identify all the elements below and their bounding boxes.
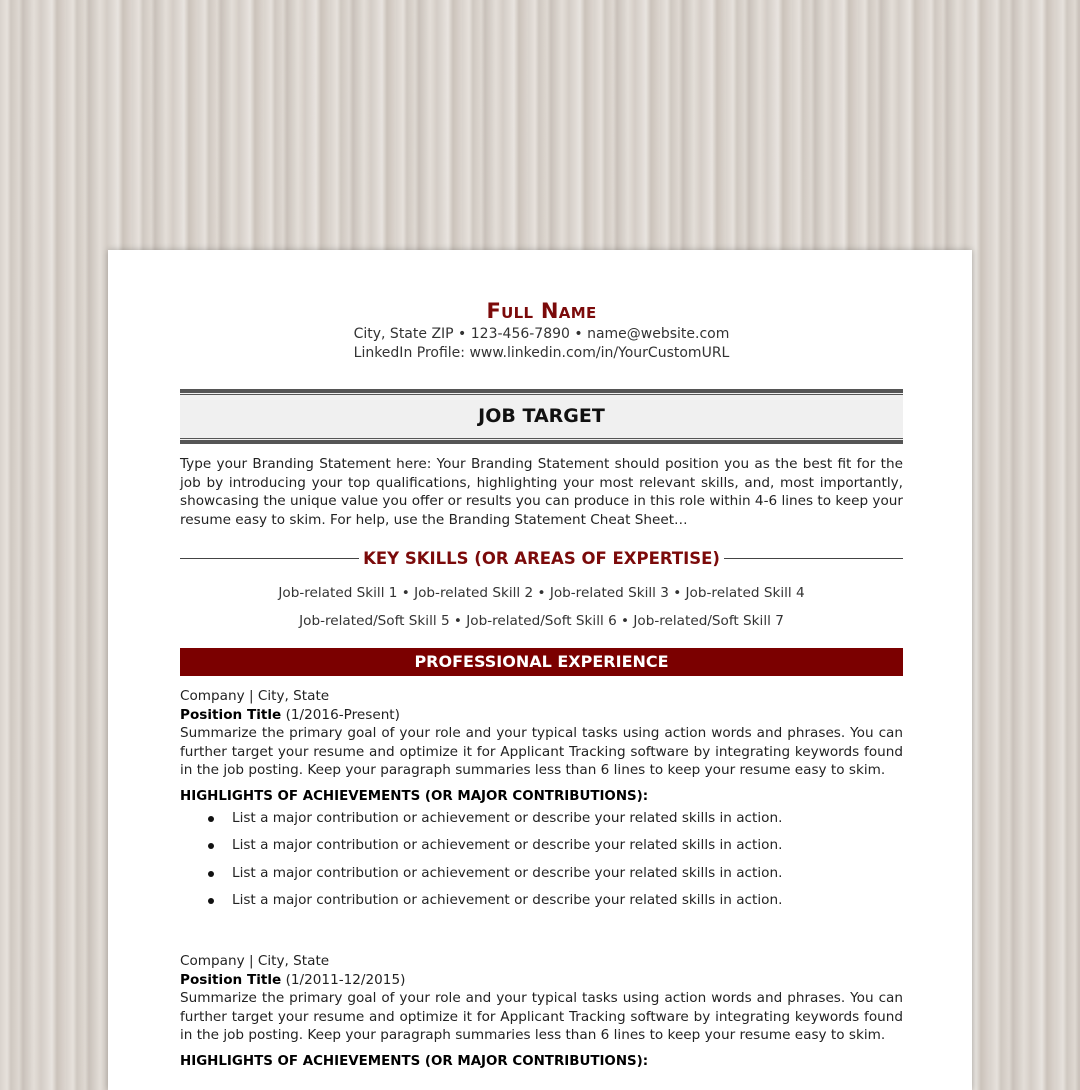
key-skills-title: KEY SKILLS (OR AREAS OF EXPERTISE) (363, 549, 720, 568)
resume-page (108, 250, 972, 1090)
full-name: Full Name (486, 299, 597, 323)
contact-line: City, State ZIP • 123-456-7890 • name@website.com (353, 326, 730, 342)
job-target-title: JOB TARGET (478, 405, 605, 427)
dates: (1/2011-12/2015) (281, 971, 406, 988)
dates: (1/2016-Present) (281, 706, 400, 723)
key-skills-heading (180, 549, 903, 568)
divider (180, 558, 359, 559)
divider (724, 558, 903, 559)
job-target-banner (180, 389, 903, 444)
linkedin-line: LinkedIn Profile: www.linkedin.com/in/YourCustomURL (353, 345, 730, 361)
company: Company | City, State (180, 953, 330, 969)
job-entry (180, 952, 903, 1069)
highlights-heading: HIGHLIGHTS OF ACHIEVEMENTS (OR MAJOR CONTRIBUTIONS): (180, 788, 649, 804)
achievements-list (180, 805, 903, 914)
highlights-heading: HIGHLIGHTS OF ACHIEVEMENTS (OR MAJOR CONTRIBUTIONS): (180, 1053, 649, 1069)
skills-line: Job-related Skill 1 • Job-related Skill 2 • Job-related Skill 3 • Job-related Skill 4 (278, 585, 805, 601)
skills-line: Job-related/Soft Skill 5 • Job-related/Soft Skill 6 • Job-related/Soft Skill 7 (299, 613, 784, 629)
position-title: Position Title (180, 706, 282, 723)
job-summary: Summarize the primary goal of your role and your typical tasks using action words and phrases. You can further target your resume and optimize it for Applicant Tracking software by integrating keywords found in the job posting. Keep your paragraph summaries less than 6 lines to keep your resume easy to skim. (180, 725, 903, 779)
list-item: List a major contribution or achievement or describe your related skills in action. (180, 832, 903, 859)
job-summary: Summarize the primary goal of your role and your typical tasks using action words and phrases. You can further target your resume and optimize it for Applicant Tracking software by integrating keywords found in the job posting. Keep your paragraph summaries less than 6 lines to keep your resume easy to skim. (180, 990, 903, 1044)
company: Company | City, State (180, 688, 330, 704)
branding-statement: Type your Branding Statement here: Your Branding Statement should position you as the best fit for the job by introducing your top qualifications, highlighting your most relevant skills, and, most importantly, showcasing the unique value you offer or results you can produce in this role within 4-6 lines to keep your resume easy to skim. For help, use the Branding Statement Cheat Sheet… (180, 456, 903, 528)
list-item: List a major contribution or achievement or describe your related skills in action. (180, 860, 903, 887)
experience-heading: PROFESSIONAL EXPERIENCE (180, 648, 903, 676)
list-item: List a major contribution or achievement or describe your related skills in action. (180, 887, 903, 914)
position-title: Position Title (180, 971, 282, 988)
list-item: List a major contribution or achievement or describe your related skills in action. (180, 805, 903, 832)
job-entry (180, 687, 903, 914)
